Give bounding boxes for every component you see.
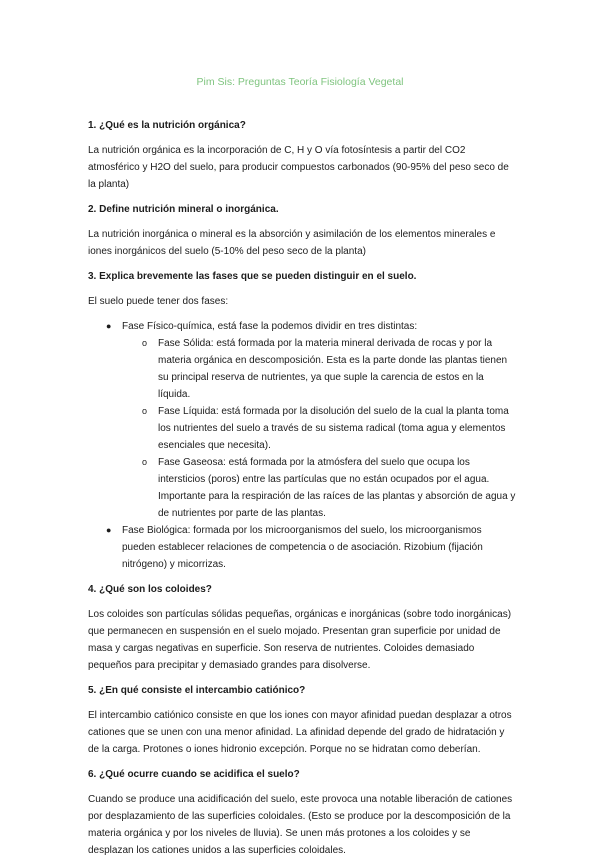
answer-6-paragraph: Cuando se produce una acidificación del suelo, este provoca una notable liberación de cationes por desplazamiento de las superficies coloidales. (Esto se produce por la descomposición de la materia orgánica y por los niveles de lluvia). Se unen más protones a los coloides y se desplazan los cationes unidos a las superficies coloidales.: [88, 794, 513, 856]
question-4-heading: 4. ¿Qué son los coloides?: [88, 584, 212, 595]
answer-2-paragraph: La nutrición inorgánica o mineral es la absorción y asimilación de los elementos minerales e iones inorgánicos del suelo (5-10% del peso seco de la planta): [88, 229, 496, 257]
document-header: Pim Sis: Preguntas Teoría Fisiología Vegetal: [196, 76, 404, 88]
question-1-heading: 1. ¿Qué es la nutrición orgánica?: [88, 120, 246, 131]
list-item-solid-phase: [142, 335, 516, 403]
gas-phase-text: Fase Gaseosa: está formada por la atmósfera del suelo que ocupa los intersticios (poros) entre las partículas que no están ocupados por el agua. Importante para la respiración de las raíces de las plantas y absorción de agua y de nutrientes por parte de las plantas.: [158, 457, 516, 519]
answer-5-paragraph: El intercambio catiónico consiste en que los iones con mayor afinidad puedan desplazar a otros cationes que se unen con una menor afinidad. La afinidad depende del grado de hidratación y de la carga. Protones o iones hidronio excepción. Porque no se hidratan como deberían.: [88, 710, 512, 755]
list-item-biological-phase: [88, 522, 516, 573]
list-item-liquid-phase: [142, 403, 516, 454]
question-5-heading: 5. ¿En qué consiste el intercambio catiónico?: [88, 685, 306, 696]
answer-3-intro: El suelo puede tener dos fases:: [88, 296, 229, 307]
bullet-icon: ●: [106, 525, 112, 535]
sub-bullet-icon: o: [142, 406, 148, 416]
liquid-phase-text: Fase Líquida: está formada por la disolución del suelo de la cual la planta toma los nutrientes del suelo a través de su sistema radical (toma agua y elementos esenciales que necesita).: [158, 406, 509, 451]
list-item-physicochemical-phase: [88, 318, 516, 522]
question-3-heading: 3. Explica brevemente las fases que se pueden distinguir en el suelo.: [88, 271, 417, 282]
answer-1-paragraph: La nutrición orgánica es la incorporación de C, H y O vía fotosíntesis a partir del CO2 atmosférico y H2O del suelo, para producir compuestos carbonados (90-95% del peso seco de la planta): [88, 145, 509, 190]
solid-phase-text: Fase Sólida: está formada por la materia mineral derivada de rocas y por la materia orgánica en descomposición. Esta es la parte donde las plantas tienen su principal reserva de nutrientes, ya que suple la carencia de estos en la líquida.: [158, 338, 508, 400]
question-2-heading: 2. Define nutrición mineral o inorgánica.: [88, 204, 279, 215]
question-6-heading: 6. ¿Qué ocurre cuando se acidifica el suelo?: [88, 769, 300, 780]
soil-phases-list: [88, 318, 516, 573]
sub-bullet-icon: o: [142, 457, 148, 467]
sub-bullet-icon: o: [142, 338, 148, 348]
list-item-gas-phase: [142, 454, 516, 522]
physicochemical-subphases-list: [122, 335, 516, 522]
document-body: [88, 117, 516, 867]
biological-phase-text: Fase Biológica: formada por los microorganismos del suelo, los microorganismos pueden establecer relaciones de competencia o de asociación. Rizobium (fijación nitrógeno) y micorrizas.: [122, 525, 483, 570]
bullet-icon: ●: [106, 321, 112, 331]
answer-4-paragraph: Los coloides son partículas sólidas pequeñas, orgánicas e inorgánicas (sobre todo inorgánicas) que permanecen en suspensión en el suelo mojado. Presentan gran superficie por unidad de masa y cargas negativas en superficie. Son reserva de nutrientes. Coloides demasiado pequeños para precipitar y demasiado grandes para disolverse.: [88, 609, 512, 671]
physicochemical-phase-text: Fase Físico-química, está fase la podemos dividir en tres distintas:: [122, 321, 418, 332]
